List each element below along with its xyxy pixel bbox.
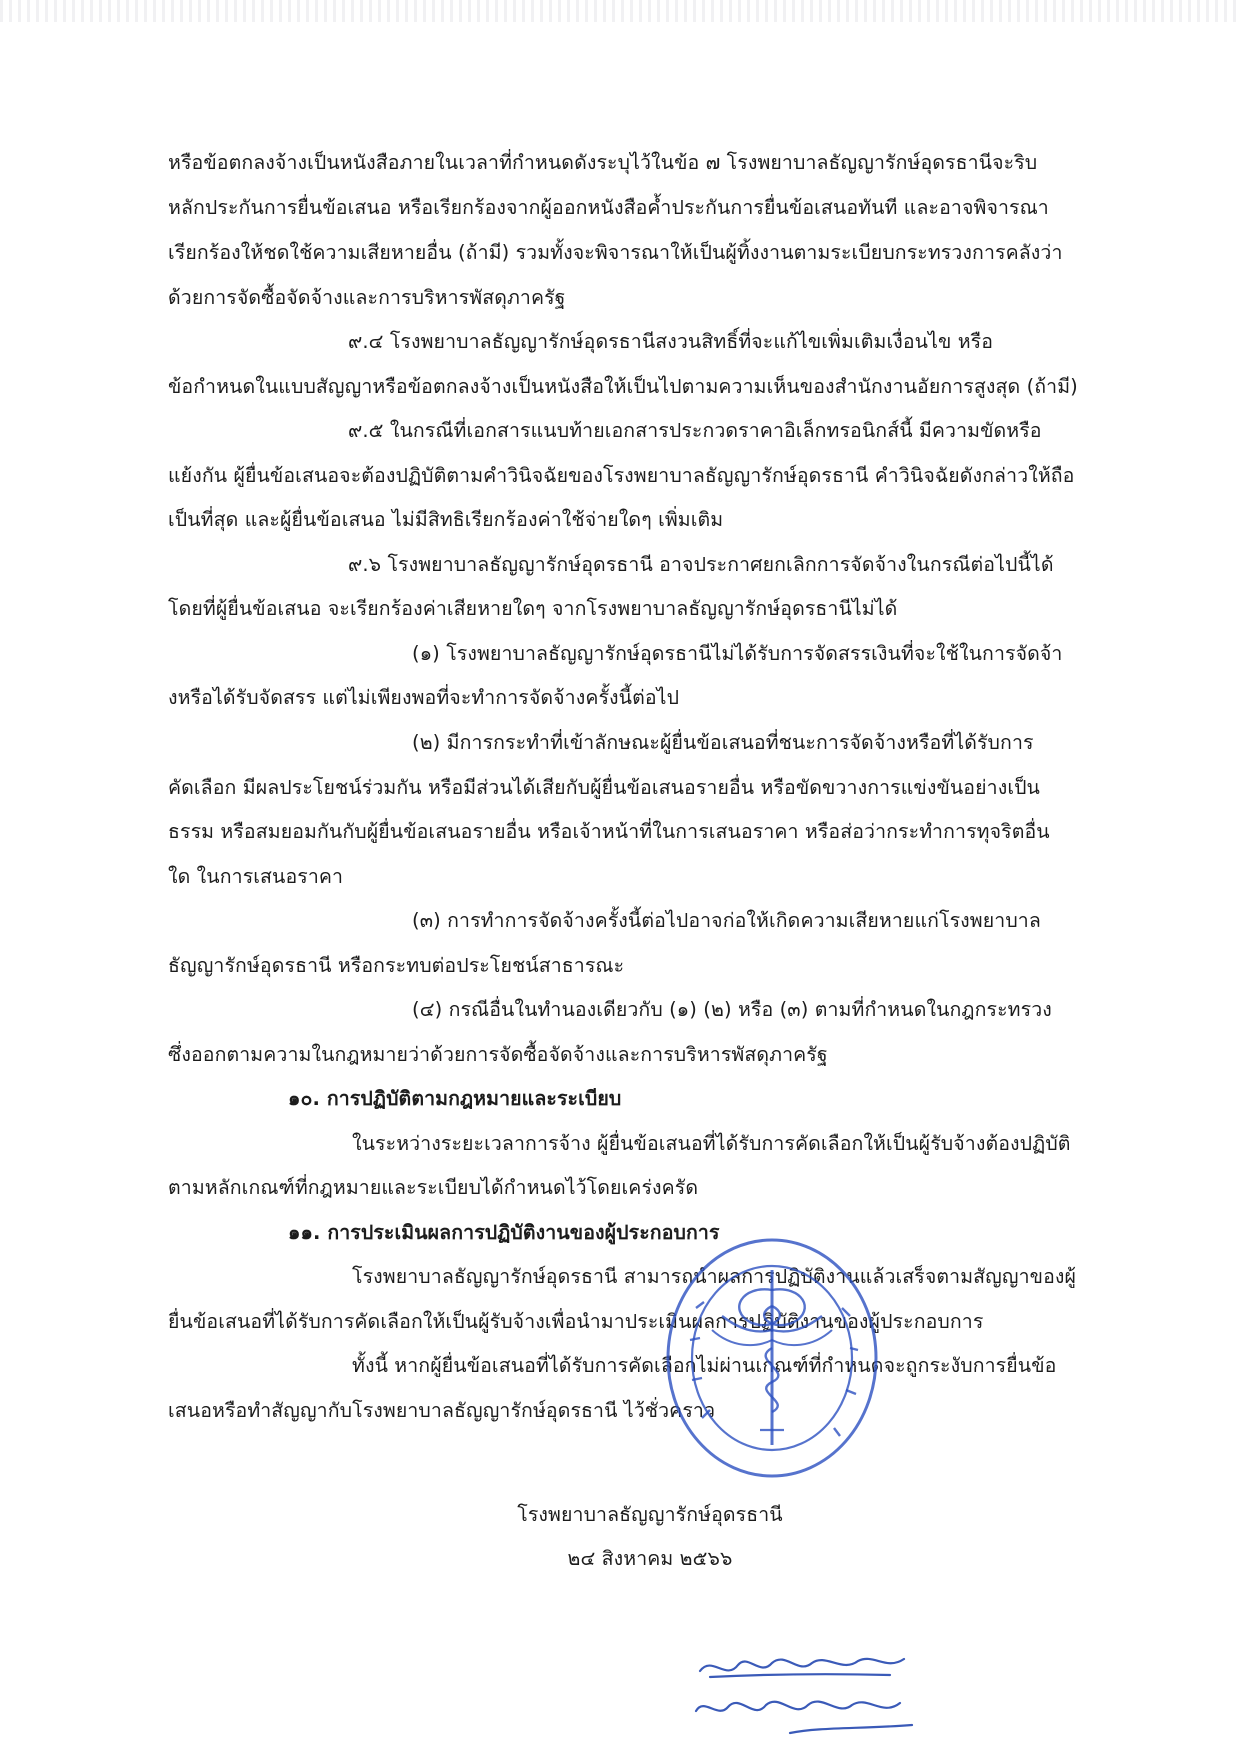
section-11-note: ทั้งนี้ หากผู้ยื่นข้อเสนอที่ได้รับการคัดเลือกไม่ผ่านเกณฑ์ที่กำหนดจะถูกระงับการยื่นข้อ xyxy=(352,1354,1057,1377)
signature-date: ๒๔ สิงหาคม ๒๕๖๖ xyxy=(567,1547,733,1570)
body-line: โดยที่ผู้ยื่นข้อเสนอ จะเรียกร้องค่าเสียหายใดๆ จากโรงพยาบาลธัญญารักษ์อุดรธานีไม่ได้ xyxy=(168,597,898,620)
body-line: ด้วยการจัดซื้อจัดจ้างและการบริหารพัสดุภาครัฐ xyxy=(168,286,566,309)
body-line: หลักประกันการยื่นข้อเสนอ หรือเรียกร้องจากผู้ออกหนังสือค้ำประกันการยื่นข้อเสนอทันที และอาจพิจารณา xyxy=(168,196,1049,219)
body-line: แย้งกัน ผู้ยื่นข้อเสนอจะต้องปฏิบัติตามคำวินิจฉัยของโรงพยาบาลธัญญารักษ์อุดรธานี คำวินิจฉัยดังกล่าวให้ถือ xyxy=(168,464,1075,487)
section-10-heading: ๑๐. การปฏิบัติตามกฎหมายและระเบียบ xyxy=(288,1087,622,1110)
body-line: ใด ในการเสนอราคา xyxy=(168,865,344,888)
body-line: เป็นที่สุด และผู้ยื่นข้อเสนอ ไม่มีสิทธิเรียกร้องค่าใช้จ่ายใดๆ เพิ่มเติม xyxy=(168,508,724,531)
handwritten-signature-icon xyxy=(690,1645,925,1740)
signature-org: โรงพยาบาลธัญญารักษ์อุดรธานี xyxy=(517,1503,783,1526)
body-line: คัดเลือก มีผลประโยชน์ร่วมกัน หรือมีส่วนได้เสียกับผู้ยื่นข้อเสนอรายอื่น หรือขัดขวางการแข่งขันอย่างเป็น xyxy=(168,776,1040,799)
section-10-body: ในระหว่างระยะเวลาการจ้าง ผู้ยื่นข้อเสนอที่ได้รับการคัดเลือกให้เป็นผู้รับจ้างต้องปฏิบัติ xyxy=(352,1132,1071,1155)
body-line: ซึ่งออกตามความในกฎหมายว่าด้วยการจัดซื้อจัดจ้างและการบริหารพัสดุภาครัฐ xyxy=(168,1043,828,1066)
body-line: ยื่นข้อเสนอที่ได้รับการคัดเลือกให้เป็นผู้รับจ้างเพื่อนำมาประเมินผลการปฏิบัติงานของผู้ประกอบการ xyxy=(168,1310,984,1333)
official-seal-icon xyxy=(660,1230,885,1485)
body-line: ธรรม หรือสมยอมกันกับผู้ยื่นข้อเสนอรายอื่น หรือเจ้าหน้าที่ในการเสนอราคา หรือส่อว่ากระทำการทุจริตอื่น xyxy=(168,820,1050,843)
clause-9-5: ๙.๕ ในกรณีที่เอกสารแนบท้ายเอกสารประกวดราคาอิเล็กทรอนิกส์นี้ มีความขัดหรือ xyxy=(348,419,1042,442)
sub-clause-4: (๔) กรณีอื่นในทำนองเดียวกับ (๑) (๒) หรือ (๓) ตามที่กำหนดในกฎกระทรวง xyxy=(412,998,1052,1021)
body-line: หรือข้อตกลงจ้างเป็นหนังสือภายในเวลาที่กำหนดดังระบุไว้ในข้อ ๗ โรงพยาบาลธัญญารักษ์อุดรธานีจะริบ xyxy=(168,151,1038,174)
sub-clause-2: (๒) มีการกระทำที่เข้าลักษณะผู้ยื่นข้อเสนอที่ชนะการจัดจ้างหรือที่ได้รับการ xyxy=(412,731,1034,754)
sub-clause-1: (๑) โรงพยาบาลธัญญารักษ์อุดรธานีไม่ได้รับการจัดสรรเงินที่จะใช้ในการจัดจ้า xyxy=(412,642,1063,665)
clause-9-6: ๙.๖ โรงพยาบาลธัญญารักษ์อุดรธานี อาจประกาศยกเลิกการจัดจ้างในกรณีต่อไปนี้ได้ xyxy=(348,553,1054,576)
section-11-body: โรงพยาบาลธัญญารักษ์อุดรธานี สามารถนำผลการปฏิบัติงานแล้วเสร็จตามสัญญาของผู้ xyxy=(352,1265,1077,1288)
clause-9-4: ๙.๔ โรงพยาบาลธัญญารักษ์อุดรธานีสงวนสิทธิ์ที่จะแก้ไขเพิ่มเติมเงื่อนไข หรือ xyxy=(348,330,994,353)
body-line: เสนอหรือทำสัญญากับโรงพยาบาลธัญญารักษ์อุดรธานี ไว้ชั่วคราว xyxy=(168,1399,715,1422)
scan-noise xyxy=(0,0,1240,22)
sub-clause-3: (๓) การทำการจัดจ้างครั้งนี้ต่อไปอาจก่อให้เกิดความเสียหายแก่โรงพยาบาล xyxy=(412,909,1041,932)
body-line: ข้อกำหนดในแบบสัญญาหรือข้อตกลงจ้างเป็นหนังสือให้เป็นไปตามความเห็นของสำนักงานอัยการสูงสุด (ถ้ามี) xyxy=(168,375,1078,398)
body-line: ตามหลักเกณฑ์ที่กฎหมายและระเบียบได้กำหนดไว้โดยเคร่งครัด xyxy=(168,1176,699,1199)
body-line: งหรือได้รับจัดสรร แต่ไม่เพียงพอที่จะทำการจัดจ้างครั้งนี้ต่อไป xyxy=(168,686,680,709)
body-line: ธัญญารักษ์อุดรธานี หรือกระทบต่อประโยชน์สาธารณะ xyxy=(168,954,625,977)
body-line: เรียกร้องให้ชดใช้ความเสียหายอื่น (ถ้ามี) รวมทั้งจะพิจารณาให้เป็นผู้ทิ้งงานตามระเบียบกระทรวงการคลังว่า xyxy=(168,241,1063,264)
section-11-heading: ๑๑. การประเมินผลการปฏิบัติงานของผู้ประกอบการ xyxy=(288,1221,720,1244)
